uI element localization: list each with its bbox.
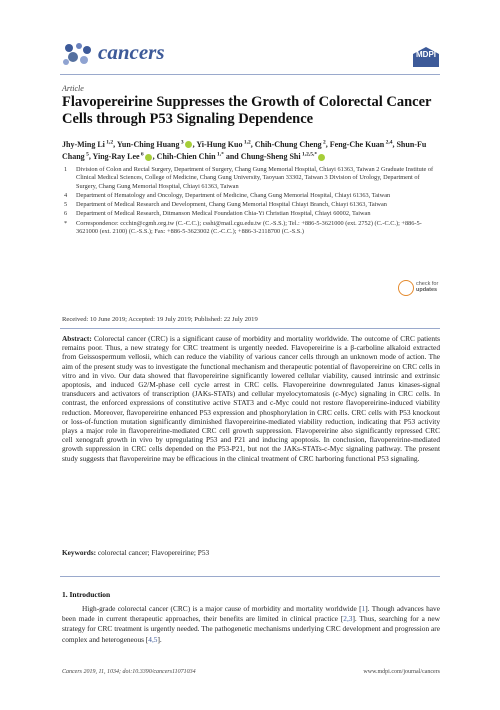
affiliation-text: Correspondence: ccchin@cgmh.org.tw (C.-C.C.); csshi@mail.cgu.edu.tw (C.-S.S.); Tel.: +886-5-3621000 (ext. 2752) (C.-C.C.); +886-5-3621000 (ext. 2100) (C.-S.S.); Fax: +886-5-3623002 (C.-C.C.); +886-3-2118700 (C.-S.S.): [76, 219, 422, 236]
abstract-divider: [60, 328, 440, 329]
journal-logo-icon: [60, 40, 94, 68]
author-list: Jhy-Ming Li $^{1,2}$, Yun-Ching Huang $^3$ , Yi-Hung Kuo $^{1,2}$, Chih-Chung Cheng $^2$, Feng-Che Kuan $^{2,4}$, Shun-Fu Chang $^5$, Ying-Ray Lee $^6$ , Chih-Chien Chin $^{1,*}$ and Chung-Sheng Shi $^{1,2,5,*}$: [62, 139, 427, 162]
affiliation-item: [64, 166, 442, 191]
affiliation-number: *: [64, 219, 68, 227]
keywords-label: Keywords:: [62, 548, 97, 557]
abstract-text: Colorectal cancer (CRC) is a significant cause of morbidity and mortality worldwide. The outcome of CRC patients remains poor. Thus, a new strategy for CRC treatment is urgently needed. Flavopereirine is a β-carboline alkaloid extracted from Geissospermum vellosii, which can reduce the viability of various cancer cells through an unknown mode of action. The aim of the present study was to investigate the functional mechanism and therapeutic potential of flavopereirine on CRC cells in vitro and in vivo. Our data showed that flavopereirine significantly lowered cellular viability, caused intrinsic and extrinsic apoptosis, and induced G2/M-phase cell cycle arrest in CRC cells. Flavopereirine downregulated Janus kinases-signal transducers and activators of transcription (JAKs-STATs) and cellular myelocytomatosis (c-Myc) signaling in CRC cells. In contrast, the enforced expressions of constitutive active STAT3 and c-Myc could not restore flavopereirine-induced viability reduction. Moreover, flavopereirine enhanced P53 expression and phosphorylation in CRC cells. CRC cells with P53 knockout or loss-of-function mutation significantly diminished flavopereirine-mediated viability reduction, indicating that P53 activity plays a major role in flavopereirine-mediated CRC cell growth suppression. Flavopereirine also significantly repressed CRC cell xenograft growth in vivo by upregulating P53 and P21 and inducing apoptosis. In conclusion, flavopereirine-mediated growth suppression in CRC cells depended on the P53-P21, but not the JAKs-STATs-c-Myc signaling pathway. The present study suggests that flavopereirine may be efficacious in the clinical treatment of CRC harboring functional P53 signaling.: [62, 334, 440, 463]
section-heading-introduction: 1. Introduction: [62, 590, 111, 599]
author-affiliation-sup: 1,2: [104, 139, 114, 145]
author-name: Chih-Chien Chin: [156, 152, 216, 162]
keywords: [62, 548, 440, 557]
abstract: [62, 334, 440, 463]
author-name: Ying-Ray Lee: [92, 152, 140, 162]
introduction-paragraph: High-grade colorectal cancer (CRC) is a major cause of morbidity and mortality worldwide [1]. Though advances have been made in current therapeutic approaches, their benefits are limited in clinical practice [2,3]. Thus, searching for a new strategy for CRC treatment is urgently needed. The pathogenetic mechanisms underlying CRC development and progression are complex and heterogeneous [4,5].: [62, 604, 440, 644]
footer-url[interactable]: www.mdpi.com/journal/cancers: [363, 669, 440, 675]
author-name: Jhy-Ming Li: [62, 139, 105, 149]
affiliation-item: [64, 192, 442, 200]
citation-link[interactable]: 1: [361, 604, 366, 613]
journal-name: cancers: [98, 40, 165, 64]
author-affiliation-sup: 2: [321, 139, 326, 145]
orcid-icon[interactable]: [145, 154, 152, 161]
received-dates: Received: 10 June 2019; Accepted: 19 July 2019; Published: 22 July 2019: [62, 316, 258, 323]
orcid-icon[interactable]: [318, 154, 325, 161]
affiliation-text: Department of Medical Research, Ditmanson Medical Foundation Chia-Yi Christian Hospital, Chiayi 60002, Taiwan: [76, 210, 371, 218]
affiliation-item: [64, 220, 442, 237]
author-name: Feng-Che Kuan: [329, 139, 385, 149]
citation-link[interactable]: 4,5: [148, 634, 158, 644]
affiliation-text: Division of Colon and Rectal Surgery, Department of Surgery, Chang Gung Memorial Hospital, Chiayi 61363, Taiwan 2 Graduate Institute of Clinical Medical Sciences, College of Medicine, Chang Gung University, Taoyuan 33302, Taiwan 3 Division of Urology, Department of Surgery, Chang Gung Memorial Hospital, Chiayi 61363, Taiwan: [76, 166, 434, 190]
header-divider: [60, 74, 440, 75]
article-title: Flavopereirine Suppresses the Growth of Colorectal Cancer Cells through P53 Signaling Dependence: [62, 94, 432, 127]
orcid-icon[interactable]: [185, 141, 192, 148]
author-name: Shun-Fu Chang: [62, 139, 427, 162]
author-affiliation-sup: 1,*: [215, 151, 224, 158]
affiliation-text: Department of Medical Research and Development, Chang Gung Memorial Hospital Chiayi Branch, Chiayi 61363, Taiwan: [76, 201, 387, 209]
check-for-updates-badge[interactable]: [398, 279, 442, 299]
author-name: Chih-Chung Cheng: [254, 139, 322, 149]
affiliation-item: [64, 210, 442, 218]
affiliation-number: 4: [64, 192, 68, 200]
keywords-divider: [60, 576, 440, 577]
affiliation-number: 6: [64, 210, 68, 218]
citation-link[interactable]: 2,3: [343, 614, 353, 624]
check-updates-line1: check for: [416, 281, 439, 287]
author-name: Yi-Hung Kuo: [196, 139, 243, 149]
author-affiliation-sup: 1,2,5,*: [300, 151, 318, 158]
affiliation-number: 1: [64, 166, 68, 173]
publisher-logo: [412, 46, 440, 68]
affiliations: [64, 166, 442, 237]
footer-citation: Cancers 2019, 11, 1034; doi:10.3390/cancers11071034: [62, 669, 196, 675]
author-affiliation-sup: 2,4: [384, 139, 393, 145]
keywords-text: colorectal cancer; Flavopereirine; P53: [97, 548, 210, 557]
author-affiliation-sup: 3: [179, 139, 184, 145]
author-affiliation-sup: 5: [84, 151, 89, 158]
abstract-label: Abstract:: [62, 334, 92, 343]
affiliation-text: Department of Hematology and Oncology, Department of Medicine, Chang Gung Memorial Hospital, Chiayi 61363, Taiwan: [76, 192, 391, 200]
author-affiliation-sup: 1,2: [242, 139, 251, 145]
check-updates-icon: [398, 280, 414, 296]
affiliation-number: 5: [64, 201, 68, 209]
article-type: Article: [62, 84, 84, 93]
affiliation-item: [64, 201, 442, 209]
author-name: Yun-Ching Huang: [116, 139, 180, 149]
author-name: Chung-Sheng Shi: [240, 152, 301, 162]
check-updates-line2: updates: [416, 287, 438, 293]
author-affiliation-sup: 6: [139, 151, 144, 158]
publisher-name: MDPI: [416, 50, 436, 59]
